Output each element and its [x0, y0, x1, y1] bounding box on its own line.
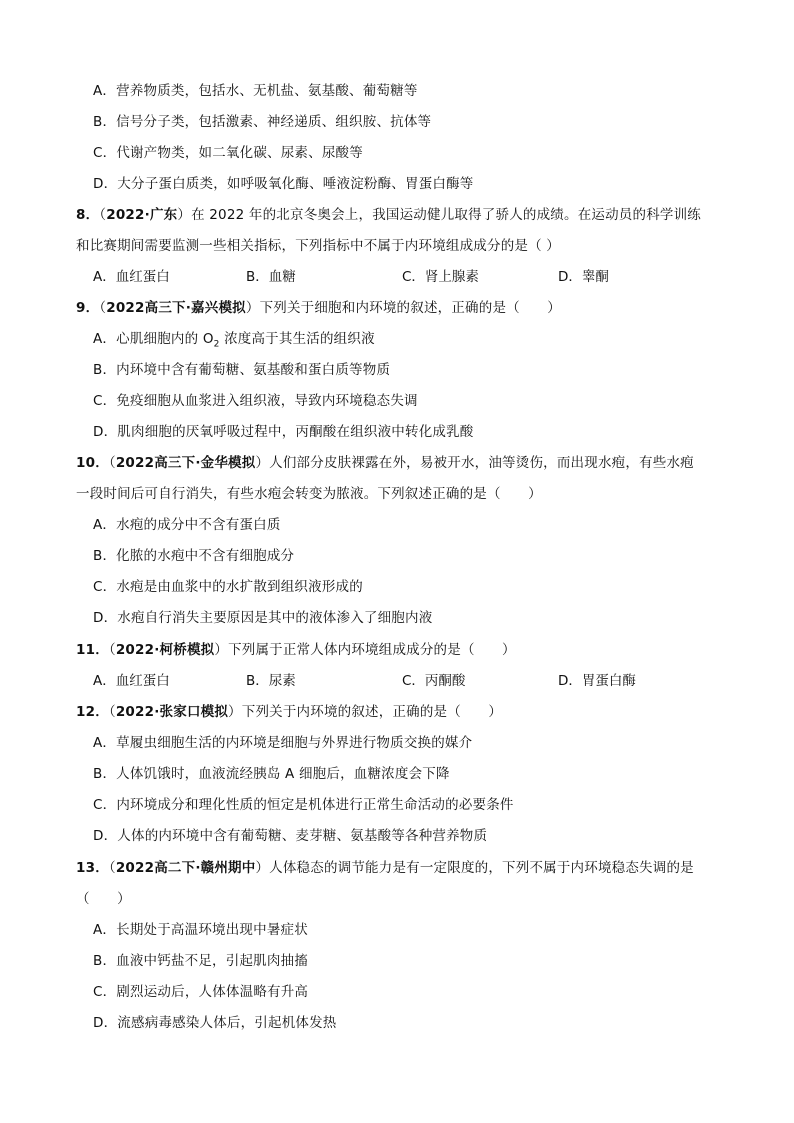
q10-option-b: B．化脓的水疱中不含有细胞成分: [93, 548, 295, 564]
q13-option-a: A．长期处于高温环境出现中暑症状: [93, 922, 308, 938]
prev-option-d: D．大分子蛋白质类，如呼吸氧化酶、唾液淀粉酶、胃蛋白酶等: [93, 176, 474, 192]
question-number: 12: [76, 704, 96, 720]
q8-option-b: B．血糖: [246, 269, 296, 285]
question-text: 在 2022 年的北京冬奥会上，我国运动健儿取得了骄人的成绩。在运动员的科学训练: [191, 207, 702, 223]
q12-option-b: B．人体饥饿时，血液流经胰岛 A 细胞后，血糖浓度会下降: [93, 766, 450, 782]
q9-option-a: A．心肌细胞内的 $O_2$ 浓度高于其生活的组织液: [93, 331, 375, 350]
question-text: 下列属于正常人体内环境组成成分的是（ ）: [228, 642, 516, 658]
question-text: 人们部分皮肤裸露在外，易被开水，油等烫伤，而出现水疱，有些水疱: [269, 455, 694, 471]
question-source: 2022·张家口模拟: [115, 704, 229, 720]
question-source: 2022高二下·赣州期中: [115, 860, 256, 876]
q8-option-c: C．肾上腺素: [402, 269, 479, 285]
question-text: 下列关于内环境的叙述，正确的是（ ）: [241, 704, 503, 720]
q10-option-c: C．水疱是由血浆中的水扩散到组织液形成的: [93, 579, 363, 595]
question-8-text-cont: 和比赛期间需要监测一些相关指标，下列指标中不属于内环境组成成分的是（ ）: [76, 238, 560, 254]
prev-option-b: B．信号分子类，包括激素、神经递质、组织胺、抗体等: [93, 114, 432, 130]
q9-option-d: D．肌肉细胞的厌氧呼吸过程中，丙酮酸在组织液中转化成乳酸: [93, 424, 474, 440]
q13-option-c: C．剧烈运动后，人体体温略有升高: [93, 984, 309, 1000]
question-number: 11: [76, 642, 96, 658]
q13-option-b: B．血液中钙盐不足，引起肌肉抽搐: [93, 953, 308, 969]
q12-option-a: A．草履虫细胞生活的内环境是细胞与外界进行物质交换的媒介: [93, 735, 473, 751]
q10-option-a: A．水疱的成分中不含有蛋白质: [93, 517, 281, 533]
question-source: 2022·广东: [106, 207, 178, 223]
prev-option-c: C．代谢产物类，如二氧化碳、尿素、尿酸等: [93, 145, 363, 161]
question-text: 下列关于细胞和内环境的叙述，正确的是（ ）: [259, 300, 561, 316]
q11-option-b: B．尿素: [246, 673, 296, 689]
question-10-text-cont: 一段时间后可自行消失，有些水疱会转变为脓液。下列叙述正确的是（ ）: [76, 486, 542, 502]
prev-option-a: A．营养物质类，包括水、无机盐、氨基酸、葡萄糖等: [93, 83, 418, 99]
q11-option-d: D．胃蛋白酶: [558, 673, 636, 689]
q10-option-d: D．水疱自行消失主要原因是其中的液体渗入了细胞内液: [93, 610, 433, 626]
question-13: 13．（2022高二下·赣州期中）人体稳态的调节能力是有一定限度的，下列不属于内环境稳态失调的是: [76, 860, 694, 876]
question-10: 10．（2022高三下·金华模拟）人们部分皮肤裸露在外，易被开水，油等烫伤，而出现水疱，有些水疱: [76, 455, 694, 471]
question-9: 9．（2022高三下·嘉兴模拟）下列关于细胞和内环境的叙述，正确的是（ ）: [76, 300, 561, 316]
question-13-text-cont: （ ）: [76, 891, 131, 907]
question-source: 2022高三下·金华模拟: [115, 455, 256, 471]
q8-option-a: A．血红蛋白: [93, 269, 170, 285]
question-number: 8: [76, 207, 86, 223]
q8-option-d: D．睾酮: [558, 269, 609, 285]
question-11: 11．（2022·柯桥模拟）下列属于正常人体内环境组成成分的是（ ）: [76, 642, 516, 658]
q11-option-a: A．血红蛋白: [93, 673, 170, 689]
q11-option-c: C．丙酮酸: [402, 673, 466, 689]
question-12: 12．（2022·张家口模拟）下列关于内环境的叙述，正确的是（ ）: [76, 704, 503, 720]
q12-option-c: C．内环境成分和理化性质的恒定是机体进行正常生命活动的必要条件: [93, 797, 514, 813]
question-number: 13: [76, 860, 96, 876]
question-text: 人体稳态的调节能力是有一定限度的，下列不属于内环境稳态失调的是: [269, 860, 694, 876]
question-8: 8．（2022·广东）在 2022 年的北京冬奥会上，我国运动健儿取得了骄人的成绩。在运动员的科学训练: [76, 207, 702, 223]
question-source: 2022高三下·嘉兴模拟: [106, 300, 246, 316]
q13-option-d: D．流感病毒感染人体后，引起机体发热: [93, 1015, 337, 1031]
q12-option-d: D．人体的内环境中含有葡萄糖、麦芽糖、氨基酸等各种营养物质: [93, 828, 488, 844]
question-number: 10: [76, 455, 96, 471]
q9-option-b: B．内环境中含有葡萄糖、氨基酸和蛋白质等物质: [93, 362, 391, 378]
q9-option-c: C．免疫细胞从血浆进入组织液，导致内环境稳态失调: [93, 393, 418, 409]
question-source: 2022·柯桥模拟: [115, 642, 215, 658]
question-number: 9: [76, 300, 86, 316]
